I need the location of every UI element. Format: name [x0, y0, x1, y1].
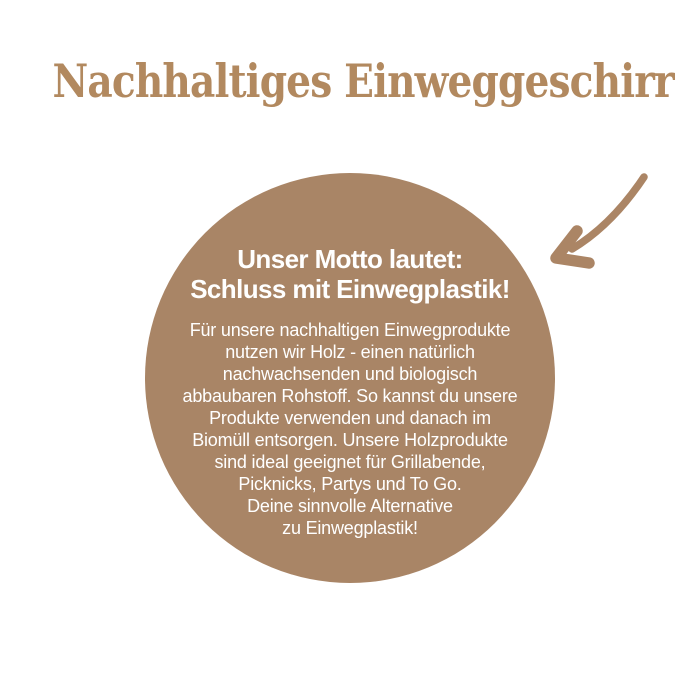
motto-circle — [145, 173, 555, 583]
motto-heading — [145, 244, 555, 304]
body-line: nutzen wir Holz - einen natürlich — [225, 342, 475, 362]
motto-heading-line2: Schluss mit Einwegplastik! — [190, 274, 510, 304]
body-line: Produkte verwenden und danach im — [209, 408, 491, 428]
body-line: zu Einwegplastik! — [282, 518, 418, 538]
curved-arrow-svg — [540, 165, 660, 285]
body-line: sind ideal geeignet für Grillabende, — [214, 452, 486, 472]
body-line: Deine sinnvolle Alternative — [247, 496, 453, 516]
body-line: Picknicks, Partys und To Go. — [238, 474, 462, 494]
curved-arrow-icon — [540, 165, 660, 285]
body-line: abbaubaren Rohstoff. So kannst du unsere — [182, 386, 518, 406]
motto-body-text — [145, 319, 555, 539]
body-line: nachwachsenden und biologisch — [222, 364, 478, 384]
arrow-tail — [572, 177, 644, 249]
body-line: Biomüll entsorgen. Unsere Holzprodukte — [192, 430, 508, 450]
page-title: Nachhaltiges Einweggeschirr — [52, 54, 674, 108]
body-line: Für unsere nachhaltigen Einwegprodukte — [189, 320, 511, 340]
motto-heading-line1: Unser Motto lautet: — [237, 244, 463, 274]
